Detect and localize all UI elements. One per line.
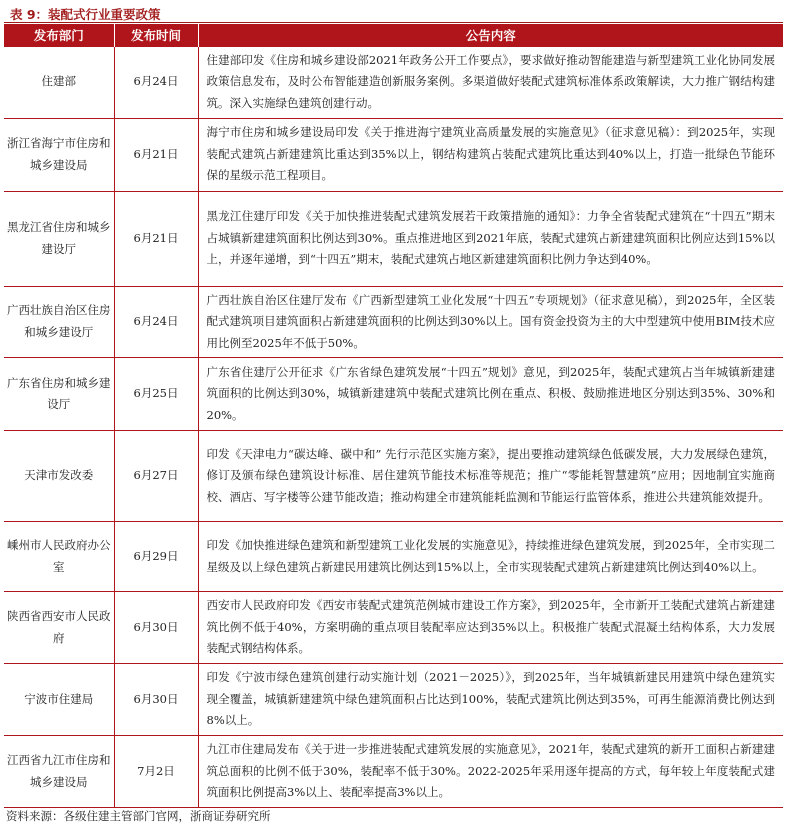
cell-content: 黑龙江住建厅印发《关于加快推进装配式建筑发展若干政策措施的通知》：力争全省装配式建筑在“十四五”期末占城镇新建建筑面积比例达到30%。重点推进地区到2021年底，装配式建筑占新建建筑面积比例应达到15%以上，并逐年递增，到“十四五”期末，装配式建筑占地区新建建筑面积比例力争达到40%。 bbox=[198, 191, 783, 286]
cell-department: 黑龙江省住房和城乡建设厅 bbox=[4, 191, 114, 286]
cell-content: 海宁市住房和城乡建设局印发《关于推进海宁建筑业高质量发展的实施意见》（征求意见稿）：到2025年，实现装配式建筑占新建建筑比重达到35%以上，钢结构建筑占装配式建筑比重达到40%以上，打造一批绿色节能环保的星级示范工程项目。 bbox=[198, 118, 783, 191]
cell-department: 住建部 bbox=[4, 46, 114, 118]
cell-department: 广西壮族自治区住房和城乡建设厅 bbox=[4, 286, 114, 358]
cell-content: 广西壮族自治区住建厅发布《广西新型建筑工业化发展“十四五”专项规划》（征求意见稿），到2025年，全区装配式建筑项目建筑面积占新建建筑面积的比例达到30%以上。国有资金投资为主的大中型建筑中使用BIM技术应用比例至2025年不低于50%。 bbox=[198, 286, 783, 358]
header-content: 公告内容 bbox=[198, 24, 783, 46]
cell-content: 九江市住建局发布《关于进一步推进装配式建筑发展的实施意见》，2021年，装配式建筑的新开工面积占新建建筑总面积的比例不低于30%，装配率不低于30%。2022-2025年采用逐年提高的方式，每年较上年度装配式建筑面积比例提高3%以上、装配率提高3%以上。 bbox=[198, 736, 783, 808]
cell-date: 7月2日 bbox=[114, 736, 198, 808]
cell-date: 6月30日 bbox=[114, 592, 198, 664]
cell-date: 6月21日 bbox=[114, 118, 198, 191]
header-date: 发布时间 bbox=[114, 24, 198, 46]
cell-department: 江西省九江市住房和城乡建设局 bbox=[4, 736, 114, 808]
title-divider bbox=[4, 22, 783, 23]
cell-date: 6月21日 bbox=[114, 191, 198, 286]
cell-date: 6月24日 bbox=[114, 46, 198, 118]
cell-department: 陕西省西安市人民政府 bbox=[4, 592, 114, 664]
cell-department: 宁波市住建局 bbox=[4, 664, 114, 736]
policy-table bbox=[4, 24, 783, 808]
cell-date: 6月27日 bbox=[114, 431, 198, 522]
cell-date: 6月24日 bbox=[114, 286, 198, 358]
source-note: 资料来源：各级住建主管部门官网，浙商证券研究所 bbox=[6, 809, 271, 823]
cell-date: 6月29日 bbox=[114, 522, 198, 592]
table-row bbox=[4, 358, 783, 431]
table-row bbox=[4, 286, 783, 358]
table-row bbox=[4, 431, 783, 522]
cell-department: 天津市发改委 bbox=[4, 431, 114, 522]
cell-department: 广东省住房和城乡建设厅 bbox=[4, 358, 114, 431]
table-row bbox=[4, 118, 783, 191]
cell-content: 广东省住建厅公开征求《广东省绿色建筑发展“十四五”规划》意见，到2025年，装配式建筑占当年城镇新建建筑面积的比例达到30%，城镇新建建筑中装配式建筑比例在重点、积极、鼓励推进地区分别达到35%、30%和20%。 bbox=[198, 358, 783, 431]
cell-content: 西安市人民政府印发《西安市装配式建筑范例城市建设工作方案》，到2025年，全市新开工装配式建筑占新建建筑比例不低于40%，方案明确的重点项目装配率应达到35%以上。积极推广装配式混凝土结构体系，大力发展装配式钢结构体系。 bbox=[198, 592, 783, 664]
cell-date: 6月30日 bbox=[114, 664, 198, 736]
table-title: 表 9：装配式行业重要政策 bbox=[10, 7, 161, 22]
table-row bbox=[4, 736, 783, 808]
cell-department: 嵊州市人民政府办公室 bbox=[4, 522, 114, 592]
cell-content: 印发《天津电力“碳达峰、碳中和” 先行示范区实施方案》，提出要推动建筑绿色低碳发展，大力发展绿色建筑，修订及颁布绿色建筑设计标准、居住建筑节能技术标准等规范；推广“零能耗智慧建筑”应用；因地制宜实施商校、酒店、写字楼等公建节能改造；推动构建全市建筑能耗监测和节能运行监管体系，推进公共建筑能效提升。 bbox=[198, 431, 783, 522]
cell-department: 浙江省海宁市住房和城乡建设局 bbox=[4, 118, 114, 191]
table-row bbox=[4, 664, 783, 736]
cell-content: 印发《加快推进绿色建筑和新型建筑工业化发展的实施意见》，持续推进绿色建筑发展，到2025年，全市实现二星级及以上绿色建筑占新建民用建筑比例达到15%以上，全市实现装配式建筑占新建建筑比例达到40%以上。 bbox=[198, 522, 783, 592]
table-row bbox=[4, 46, 783, 118]
header-department: 发布部门 bbox=[4, 24, 114, 46]
cell-date: 6月25日 bbox=[114, 358, 198, 431]
cell-content: 印发《宁波市绿色建筑创建行动实施计划（2021－2025）》，到2025年，当年城镇新建民用建筑中绿色建筑实现全覆盖，城镇新建建筑中绿色建筑面积占比达到100%，装配式建筑比例达到35%，可再生能源消费比例达到8%以上。 bbox=[198, 664, 783, 736]
table-row bbox=[4, 191, 783, 286]
cell-content: 住建部印发《住房和城乡建设部2021年政务公开工作要点》，要求做好推动智能建造与新型建筑工业化协同发展政策信息发布，及时公布智能建造创新服务案例。多渠道做好装配式建筑标准体系政策解读，大力推广钢结构建筑。深入实施绿色建筑创建行动。 bbox=[198, 46, 783, 118]
table-row bbox=[4, 592, 783, 664]
table-header-row bbox=[4, 24, 783, 46]
table-row bbox=[4, 522, 783, 592]
